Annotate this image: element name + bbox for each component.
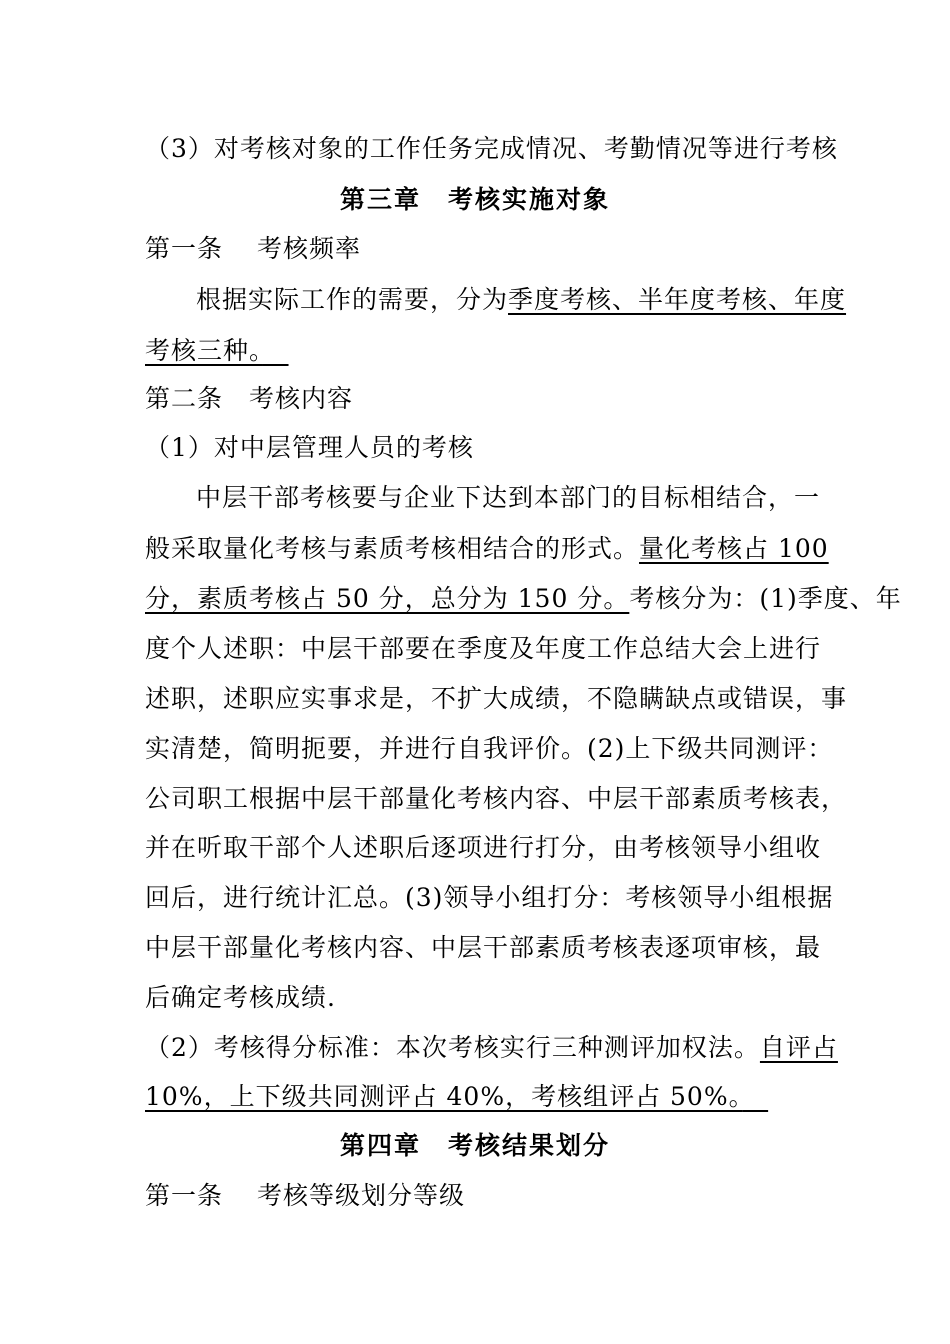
article-heading: [145, 1180, 465, 1212]
text-span: 般采取量化考核与素质考核相结合的形式。: [145, 534, 640, 563]
text-span: 考核分为：(1)季度、年: [629, 584, 902, 613]
paragraph-line: [145, 1081, 768, 1113]
text-span: 根据实际工作的需要，分为: [196, 285, 509, 314]
paragraph-line: 公司职工根据中层干部量化考核内容、中层干部素质考核表，: [145, 784, 848, 813]
paragraph-line: 述职，述职应实事求是，不扩大成绩，不隐瞒缺点或错误，事: [145, 684, 848, 713]
paragraph-line: （3）对考核对象的工作任务完成情况、考勤情况等进行考核: [145, 134, 838, 163]
article-number: 第一条: [145, 234, 224, 263]
paragraph-line: 回后，进行统计汇总。(3)领导小组打分：考核领导小组根据: [145, 883, 834, 912]
paragraph-line: [145, 335, 289, 367]
underlined-text: 自评占: [759, 1033, 838, 1062]
underlined-text: 分，素质考核占 50 分，总分为 150 分。: [145, 584, 630, 613]
paragraph-line: 后确定考核成绩.: [145, 983, 336, 1012]
paragraph-line: [196, 284, 846, 316]
article-heading: [145, 233, 361, 265]
paragraph-line: 实清楚，简明扼要，并进行自我评价。(2)上下级共同测评：: [145, 734, 834, 763]
paragraph-line: 中层干部量化考核内容、中层干部素质考核表逐项审核，最: [145, 933, 822, 962]
article-heading: 第二条 考核内容: [145, 384, 354, 413]
article-number: 第一条: [145, 1181, 224, 1210]
text-span: （2）考核得分标准：本次考核实行三种测评加权法。: [145, 1033, 760, 1062]
paragraph-line: 中层干部考核要与企业下达到本部门的目标相结合，一: [196, 483, 821, 512]
underlined-text: 季度考核、半年度考核、年度: [508, 285, 847, 314]
chapter-heading: 第四章 考核结果划分: [339, 1131, 610, 1160]
article-title: 考核等级划分等级: [257, 1181, 466, 1210]
paragraph-line: [145, 533, 829, 565]
paragraph-line: 度个人述职：中层干部要在季度及年度工作总结大会上进行: [145, 634, 822, 663]
paragraph-line: 并在听取干部个人述职后逐项进行打分，由考核领导小组收: [145, 833, 822, 862]
underlined-text: 考核三种。: [145, 336, 263, 365]
section-heading: （1）对中层管理人员的考核: [145, 433, 474, 462]
section-heading: [145, 1032, 838, 1064]
chapter-heading: 第三章 考核实施对象: [339, 185, 610, 214]
underlined-text: 10%，上下级共同测评占 40%，考核组评占 50%。: [145, 1082, 743, 1111]
article-title: 考核频率: [257, 234, 362, 263]
paragraph-line: [145, 583, 902, 615]
underlined-text: 量化考核占 100: [639, 534, 829, 563]
